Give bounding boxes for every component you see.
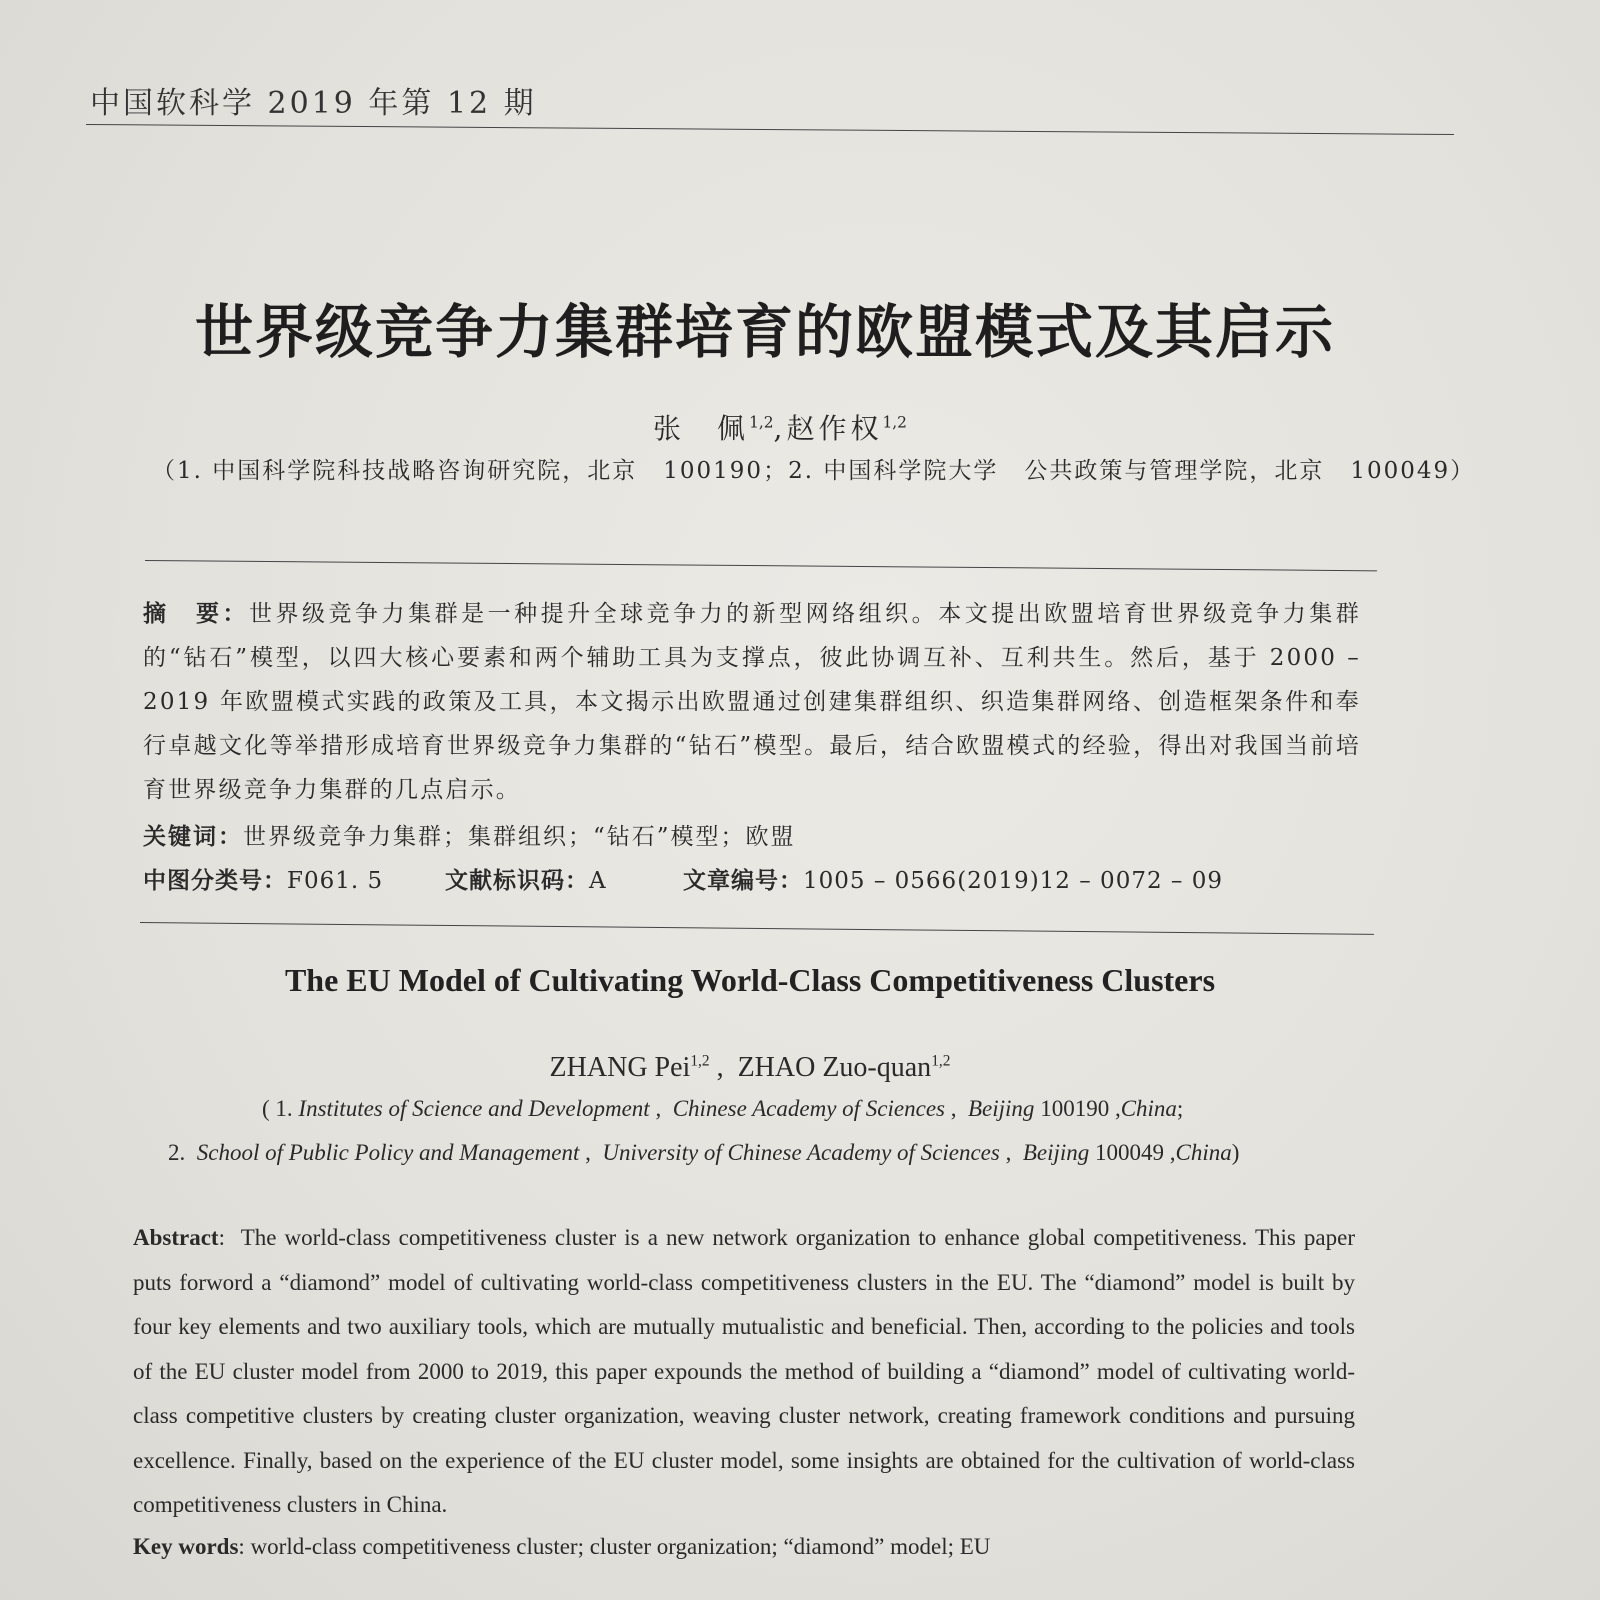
abstract-bottom-rule	[140, 922, 1374, 935]
running-head: 中国软科学 2019 年第 12 期	[90, 86, 537, 121]
header-rule	[86, 124, 1454, 135]
affiliation-en-comma: ,	[945, 1096, 968, 1121]
affiliation-en-country2: China	[1175, 1140, 1232, 1165]
clc-code	[143, 862, 383, 895]
affiliation-en-org2: University of Chinese Academy of Sciences	[602, 1140, 1000, 1165]
clc-value: F061. 5	[287, 868, 384, 894]
affiliation-en-open: ( 1.	[262, 1096, 299, 1121]
affiliation-en-inst1: Institutes of Science and Development	[298, 1096, 650, 1121]
abstract-cn	[143, 592, 1361, 812]
abstract-cn-label: 摘 要：	[143, 601, 250, 627]
affiliation-en-city2: Beijing	[1022, 1140, 1090, 1165]
keywords-en-label: Key words	[133, 1534, 239, 1559]
affiliation-en-end2: )	[1231, 1140, 1240, 1165]
affiliation-en-num2: 2.	[168, 1140, 197, 1165]
keywords-en-text: : world-class competitiveness cluster; cluster organization; “diamond” model; EU	[238, 1534, 991, 1559]
affiliation-en-line2	[168, 1140, 1239, 1166]
paper-title-cn: 世界级竞争力集群培育的欧盟模式及其启示	[194, 298, 1335, 366]
affiliation-en-post2: 100049 ,	[1089, 1140, 1176, 1165]
article-label: 文章编号：	[683, 868, 803, 894]
article-number	[683, 862, 1223, 895]
affiliation-cn-postcode2: 100049）	[1350, 458, 1476, 484]
affiliation-en-org1: Chinese Academy of Sciences	[672, 1096, 945, 1121]
abstract-en	[133, 1216, 1355, 1528]
affiliation-cn-postcode1: 100190；2. 中国科学院大学	[663, 458, 999, 484]
author-2-cn-affil: 1,2	[882, 413, 907, 432]
authors-cn	[0, 407, 1560, 447]
author-2-en-affil: 1,2	[931, 1052, 951, 1070]
paper-title-en: The EU Model of Cultivating World-Class Competitiveness Clusters	[284, 962, 1216, 998]
author-1-en: ZHANG Pei	[549, 1052, 691, 1083]
author-separator-cn: ,	[773, 412, 787, 445]
author-2-en: ZHAO Zuo-quan	[737, 1052, 932, 1083]
affiliation-en-comma: ,	[999, 1140, 1023, 1165]
abstract-cn-text: 世界级竞争力集群是一种提升全球竞争力的新型网络组织。本文提出欧盟培育世界级竞争力集群的“钻石”模型，以四大核心要素和两个辅助工具为支撑点，彼此协调互补、互利共生。然后，基于 2000 – 2019 年欧盟模式实践的政策及工具，本文揭示出欧盟通过创建集群组织、织造集群网络、创造框架条件和奉行卓越文化等举措形成培育世界级竞争力集群的“钻石”模型。最后，结合欧盟模式的经验，得出对我国当前培育世界级竞争力集群的几点启示。	[143, 601, 1361, 803]
clc-label: 中图分类号：	[143, 868, 287, 894]
article-value: 1005 – 0566(2019)12 – 0072 – 09	[803, 868, 1223, 894]
affiliation-en-inst2: School of Public Policy and Management	[196, 1140, 580, 1165]
affiliation-cn-part2: 公共政策与管理学院，北京	[1024, 458, 1325, 484]
affiliation-en-comma: ,	[649, 1096, 673, 1121]
affiliation-en-line1	[262, 1096, 1183, 1122]
authors-en	[0, 1052, 1500, 1084]
doc-value: A	[589, 868, 607, 894]
doc-code	[445, 862, 607, 895]
author-1-cn-affil: 1,2	[749, 413, 774, 432]
abstract-en-text: The world-class competitiveness cluster is a new network organization to enhance global competitiveness. This paper puts forword a “diamond” model of cultivating world-class competitiveness clusters in the EU. The “diamond” model is built by four key elements and two auxiliary tools, which are mutually mutualistic and beneficial. Then, according to the policies and tools of the EU cluster model from 2000 to 2019, this paper expounds the method of building a “diamond” model of cultivating world-class competitive clusters by creating cluster organization, weaving cluster network, creating framework conditions and pursuing excellence. Finally, based on the experience of the EU cluster model, some insights are obtained for the cultivation of world-class competitiveness clusters in China.	[133, 1225, 1355, 1517]
affiliation-cn	[152, 452, 1476, 485]
keywords-cn-label: 关键词：	[143, 824, 243, 850]
author-1-en-affil: 1,2	[690, 1052, 710, 1070]
keywords-cn	[143, 818, 796, 851]
author-2-cn: 赵作权	[786, 412, 883, 445]
doc-label: 文献标识码：	[445, 868, 589, 894]
affiliation-en-comma: ,	[579, 1140, 603, 1165]
abstract-top-rule	[145, 560, 1377, 571]
affiliation-cn-part1: （1. 中国科学院科技战略咨询研究院，北京	[152, 458, 638, 484]
keywords-en	[133, 1534, 990, 1560]
author-separator-en: ,	[709, 1052, 738, 1083]
abstract-en-label: Abstract	[133, 1225, 219, 1250]
affiliation-en-city1: Beijing	[968, 1096, 1035, 1121]
keywords-cn-text: 世界级竞争力集群；集群组织；“钻石”模型；欧盟	[243, 824, 796, 850]
affiliation-en-end1: ;	[1176, 1096, 1184, 1121]
author-1-cn: 张 佩	[653, 412, 750, 445]
affiliation-en-country1: China	[1120, 1096, 1177, 1121]
affiliation-en-post1: 100190 ,	[1034, 1096, 1121, 1121]
abstract-en-colon: :	[218, 1225, 241, 1250]
